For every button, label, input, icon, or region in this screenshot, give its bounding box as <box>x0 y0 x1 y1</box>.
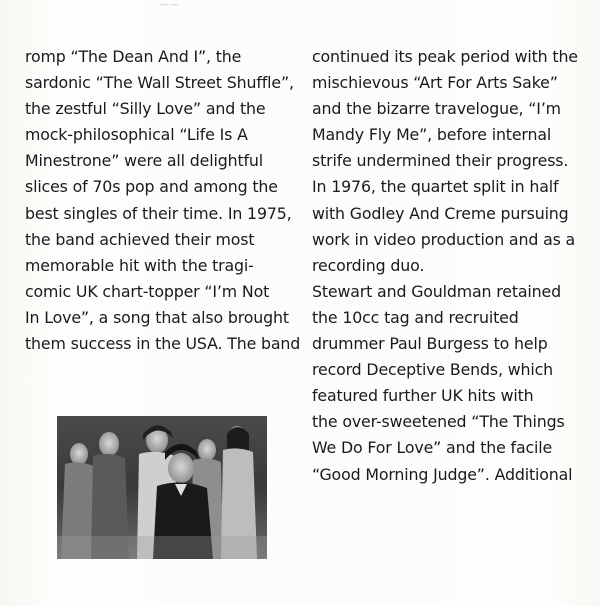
text-line: Minestrone” were all delightful <box>25 151 263 171</box>
text-line: record Deceptive Bends, which <box>312 360 554 380</box>
text-line: best singles of their time. In 1975, <box>25 203 292 223</box>
band-photo-image <box>57 416 267 559</box>
text-line: “Good Morning Judge”. Additional <box>312 464 573 484</box>
text-line: memorable hit with the tragi- <box>25 255 254 275</box>
text-line: comic UK chart-topper “I’m Not <box>25 281 270 301</box>
text-line: with Godley And Creme pursuing <box>312 203 569 223</box>
text-line: drummer Paul Burgess to help <box>312 334 548 354</box>
text-line: the band achieved their most <box>25 229 255 249</box>
text-line: We Do For Love” and the facile <box>312 438 553 458</box>
text-column-right <box>312 44 594 488</box>
text-line: In 1976, the quartet split in half <box>312 177 559 197</box>
text-column-left <box>25 44 301 357</box>
text-line: mock-philosophical “Life Is A <box>25 125 248 145</box>
text-line: featured further UK hits with <box>312 386 534 406</box>
text-line: them success in the USA. The band <box>25 334 301 354</box>
text-line: continued its peak period with the <box>312 47 578 66</box>
text-line: slices of 70s pop and among the <box>25 177 278 197</box>
text-line: sardonic “The Wall Street Shuffle”, <box>25 73 294 93</box>
text-line: the over-sweetened “The Things <box>312 412 565 432</box>
text-line: strife undermined their progress. <box>312 151 569 171</box>
text-line: In Love”, a song that also brought <box>25 307 289 327</box>
text-line: recording duo. <box>312 255 425 275</box>
text-line: mischievous “Art For Arts Sake” <box>312 73 558 93</box>
text-line: and the bizarre travelogue, “I’m <box>312 99 561 119</box>
text-line: work in video production and as a <box>312 229 576 249</box>
text-line: the zestful “Silly Love” and the <box>25 99 266 119</box>
text-line: Stewart and Gouldman retained <box>312 281 561 301</box>
page-edge-mark: —— <box>160 0 180 10</box>
text-line: romp “The Dean And I”, the <box>25 47 242 66</box>
text-line: the 10cc tag and recruited <box>312 307 519 327</box>
text-line: Mandy Fly Me”, before internal <box>312 125 552 145</box>
